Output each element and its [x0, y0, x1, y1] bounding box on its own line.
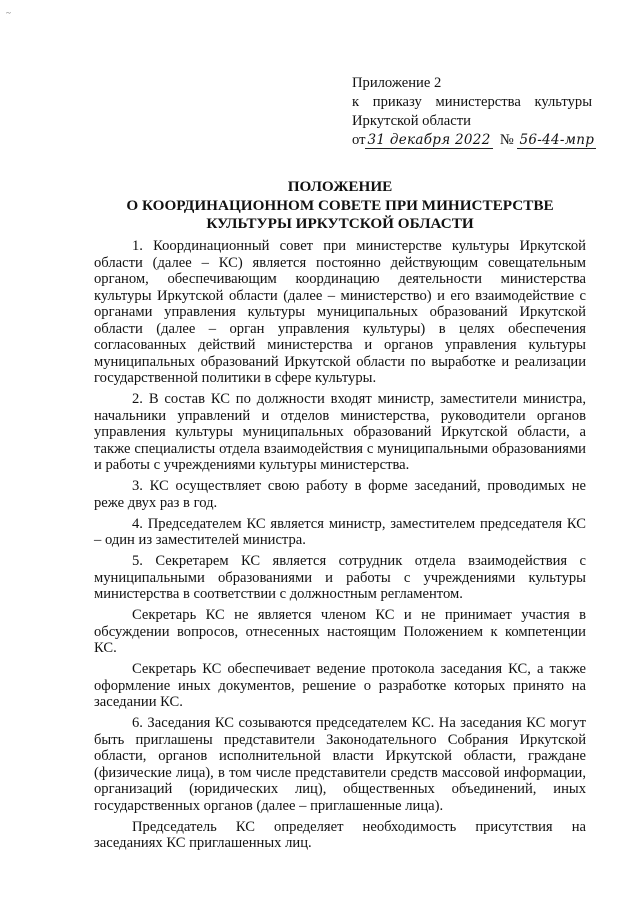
paragraph-4: 4. Председателем КС является министр, заместителем председателя КС – один из заместителей министра.	[94, 515, 586, 548]
heading-line-3: КУЛЬТУРЫ ИРКУТСКОЙ ОБЛАСТИ	[206, 215, 474, 232]
annex-title: Приложение 2	[352, 75, 442, 91]
heading-line-1: ПОЛОЖЕНИЕ	[287, 178, 393, 195]
annex-date-number-line	[352, 131, 595, 150]
paragraph-chairman-line-1: Председатель КС определяет необходимость присутствия на	[132, 818, 586, 835]
annex-region-line: Иркутской области	[352, 113, 471, 129]
paragraph-6: 6. Заседания КС созываются председателем КС. На заседания КС могут быть приглашены представители Законодательного Собрания Иркутской области, органов исполнительной власти Иркутской области, граждане (физические лица), в том числе представители средств массовой информации, организаций (юридических лиц), общественных объединений, иных государственных органов (далее – приглашенные лица).	[94, 715, 586, 814]
paragraph-3: 3. КС осуществляет свою работу в форме заседаний, проводимых не реже двух раз в год.	[94, 478, 586, 511]
document-heading	[100, 178, 580, 234]
paragraph-chairman-line-2: заседаниях КС приглашенных лиц.	[94, 835, 312, 851]
handwritten-date: 31 декабря 2022	[367, 132, 491, 148]
paragraph-5: 5. Секретарем КС является сотрудник отдела взаимодействия с муниципальными образованиями и работы с учреждениями культуры министерства в соответствии с должностным регламентом.	[94, 553, 586, 602]
paragraph-2: 2. В состав КС по должности входят министр, заместители министра, начальники управлений и отделов министерства, руководители органов управления культуры муниципальных образований Иркутской области, а также специалисты отдела взаимодействия с муниципальными образованиями и работы с учреждениями культуры министерства.	[94, 391, 586, 473]
annex-number-label: №	[499, 132, 514, 148]
paragraph-secretary-duties: Секретарь КС обеспечивает ведение протокола заседания КС, а также оформление иных документов, решение о разработке которых принято на заседании КС.	[94, 661, 586, 710]
annex-from-label: от	[352, 132, 366, 148]
paragraph-secretary-membership: Секретарь КС не является членом КС и не принимает участия в обсуждении вопросов, отнесенных настоящим Положением к компетенции КС.	[94, 607, 586, 656]
handwritten-number: 56-44-мпр	[519, 132, 595, 148]
annex-order-line: к приказу министерства культуры	[352, 94, 592, 110]
document-body	[94, 238, 586, 856]
paragraph-1: 1. Координационный совет при министерстве культуры Иркутской области (далее – КС) является постоянно действующим совещательным органом, обеспечивающим координацию деятельности министерства культуры Иркутской области (далее – министерство) и его взаимодействие с органами управления культуры муниципальных образований Иркутской области (далее – орган управления культуры) в целях обеспечения согласованных действий министерства и органов управления культуры муниципальных образований Иркутской области по выработке и реализации государственной политики в сфере культуры.	[94, 238, 586, 386]
corner-mark: ~	[6, 8, 11, 18]
annex-block	[352, 74, 595, 150]
heading-line-2: О КООРДИНАЦИОННОМ СОВЕТЕ ПРИ МИНИСТЕРСТВЕ	[126, 196, 554, 214]
